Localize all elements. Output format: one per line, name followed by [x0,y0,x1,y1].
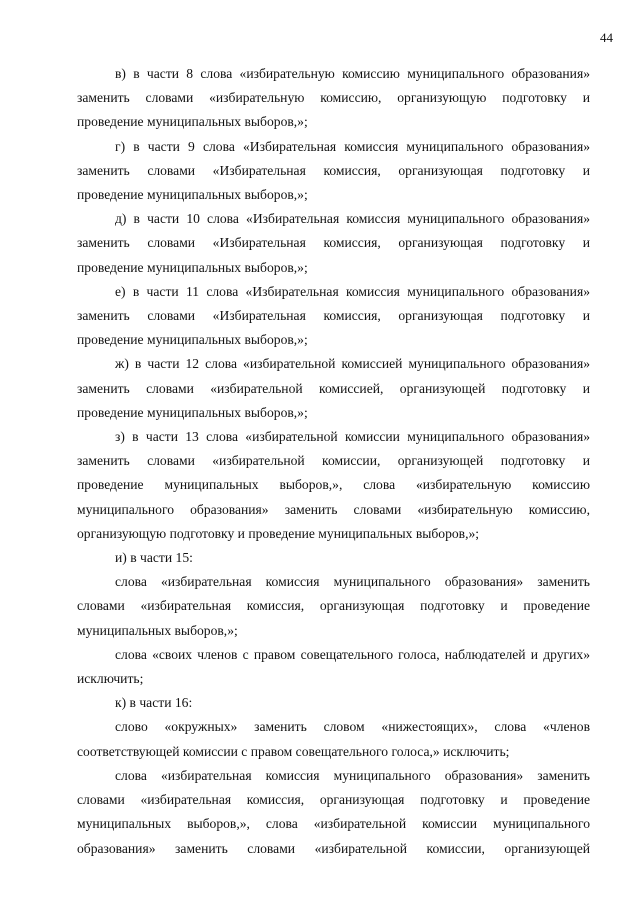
document-body [77,62,590,861]
text-line: з) в части 13 слова «избирательной комиссии муниципального образования» [115,429,590,445]
text-line: заменить словами «избирательной комиссии, организующей подготовку и [77,453,590,469]
paragraph-d [77,207,590,280]
text-line: ж) в части 12 слова «избирательной комиссией муниципального образования» [115,356,590,372]
text-line: муниципальных выборов,»; [77,622,238,638]
paragraph-i2 [77,643,590,691]
text-line: проведение муниципальных выборов,»; [77,259,308,275]
paragraph-v [77,62,590,135]
text-line: г) в части 9 слова «Избирательная комиссия муниципального образования» [115,138,590,154]
paragraph-i [77,546,590,570]
text-line: соответствующей комиссии с правом совещательного голоса,» исключить; [77,743,510,759]
text-line: слова «избирательная комиссия муниципального образования» заменить [115,574,590,590]
text-line: заменить словами «Избирательная комиссия, организующая подготовку и [77,235,590,251]
text-line: слова «избирательная комиссия муниципального образования» заменить [115,767,590,783]
text-line: слова «своих членов с правом совещательного голоса, наблюдателей и других» [115,646,590,662]
text-line: е) в части 11 слова «Избирательная комиссия муниципального образования» [115,283,590,299]
text-line: и) в части 15: [115,550,193,566]
paragraph-e [77,280,590,353]
paragraph-g [77,135,590,208]
page-number: 44 [600,30,613,45]
text-line: муниципальных выборов,», слова «избирательной комиссии муниципального [77,816,590,832]
paragraph-k1 [77,715,590,763]
text-line: словами «избирательная комиссия, организующая подготовку и проведение [77,792,590,808]
text-line: словами «избирательная комиссия, организующая подготовку и проведение [77,598,590,614]
paragraph-i1 [77,570,590,643]
text-line: проведение муниципальных выборов,», слова «избирательную комиссию [77,477,590,493]
paragraph-k2 [77,764,590,861]
text-line: слово «окружных» заменить словом «нижестоящих», слова «членов [115,719,590,735]
text-line: проведение муниципальных выборов,»; [77,187,308,203]
text-line: исключить; [77,671,144,687]
paragraph-k [77,691,590,715]
text-line: заменить словами «Избирательная комиссия, организующая подготовку и [77,162,590,178]
paragraph-zh [77,352,590,425]
text-line: проведение муниципальных выборов,»; [77,404,308,420]
text-line: заменить словами «избирательную комиссию, организующую подготовку и [77,90,590,106]
text-line: к) в части 16: [115,695,193,711]
text-line: д) в части 10 слова «Избирательная комиссия муниципального образования» [115,211,590,227]
text-line: организующую подготовку и проведение муниципальных выборов,»; [77,525,480,541]
paragraph-z [77,425,590,546]
text-line: заменить словами «избирательной комиссией, организующей подготовку и [77,380,590,396]
text-line: в) в части 8 слова «избирательную комиссию муниципального образования» [115,66,590,81]
text-line: проведение муниципальных выборов,»; [77,114,308,130]
text-line: проведение муниципальных выборов,»; [77,332,308,348]
text-line: заменить словами «Избирательная комиссия, организующая подготовку и [77,308,590,324]
text-line: образования» заменить словами «избирательной комиссии, организующей [77,840,590,856]
text-line: муниципального образования» заменить словами «избирательную комиссию, [77,501,590,517]
